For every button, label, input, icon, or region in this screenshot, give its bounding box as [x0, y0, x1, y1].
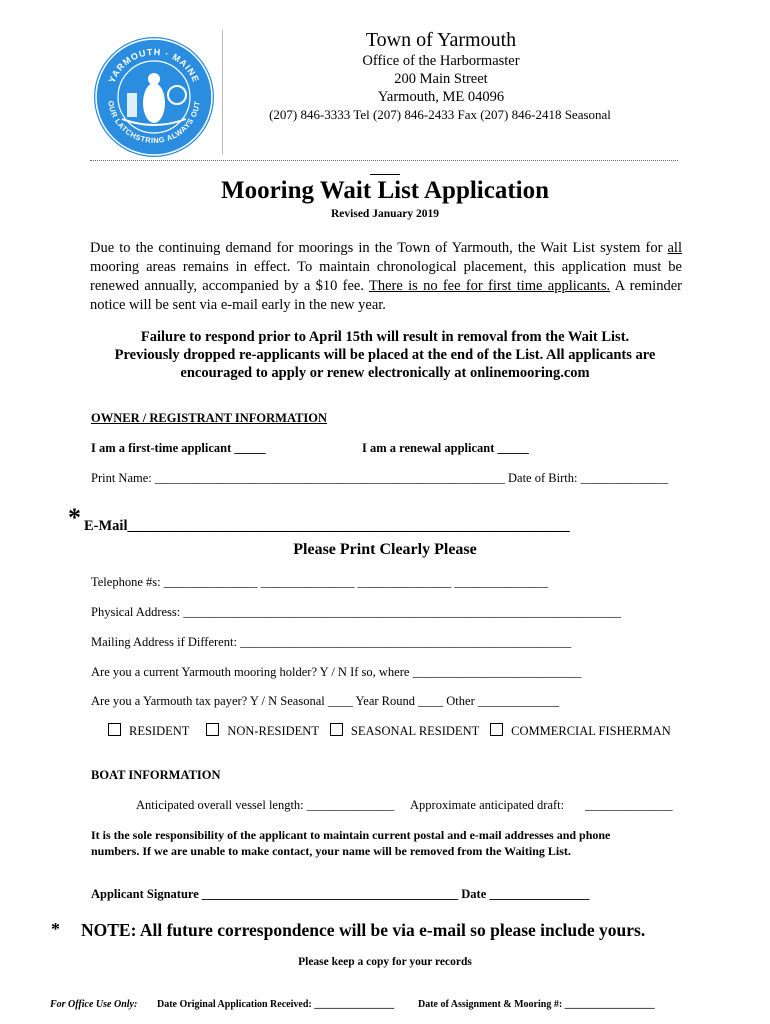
note-asterisk: * [51, 919, 60, 939]
email-asterisk: * [68, 503, 81, 532]
responsibility-line-2: numbers. If we are unable to make contact, your name will be removed from the Waiting List. [91, 844, 571, 858]
resident-option[interactable]: RESIDENT [108, 724, 189, 738]
print-clearly-heading: Please Print Clearly Please [293, 541, 477, 558]
header-separator [90, 160, 678, 161]
draft-label: Approximate anticipated draft: [410, 798, 565, 812]
form-title: Mooring Wait List Application [220, 177, 550, 204]
resident-checkbox[interactable] [108, 723, 121, 736]
print-name-field[interactable]: Print Name: ________________________________________________________ Date of Birth: ______________ [91, 471, 669, 485]
svg-text:OUR LATCHSTRING ALWAYS OUT: OUR LATCHSTRING ALWAYS OUT [106, 100, 202, 146]
residency-options [108, 723, 671, 739]
header-town: Town of Yarmouth [365, 29, 517, 51]
intro-paragraph [90, 239, 682, 315]
tax-payer-field[interactable]: Are you a Yarmouth tax payer? Y / N Seasonal ____ Year Round ____ Other _____________ [91, 694, 560, 708]
office-use-label: For Office Use Only: [50, 999, 138, 1010]
office-received-field[interactable]: Date Original Application Received: ________________ [157, 999, 395, 1010]
intro-no-fee: There is no fee for first time applicants. [369, 278, 611, 294]
title-overline [370, 174, 400, 175]
header-office: Office of the Harbormaster [362, 53, 520, 69]
boat-heading: BOAT INFORMATION [91, 768, 221, 782]
intro-text-3: A reminder notice will be sent via e-mail early in the new year. [90, 278, 682, 313]
header-city: Yarmouth, ME 04096 [377, 89, 505, 105]
email-field[interactable]: E-Mail_____________________________________________________________ [84, 518, 570, 534]
non-resident-option[interactable]: NON-RESIDENT [206, 724, 318, 738]
owner-heading: OWNER / REGISTRANT INFORMATION [91, 411, 328, 425]
first-time-field[interactable]: I am a first-time applicant _____ [91, 441, 266, 455]
physical-address-field[interactable]: Physical Address: ______________________________________________________________________ [91, 605, 621, 619]
signature-field[interactable]: Applicant Signature _________________________________________ Date ________________ [91, 887, 590, 901]
responsibility-line-1: It is the sole responsibility of the applicant to maintain current postal and e-mail addresses and phone [91, 828, 611, 842]
note-text: NOTE: All future correspondence will be via e-mail so please include yours. [81, 920, 646, 940]
warning-line-3: encouraged to apply or renew electronically at onlinemooring.com [180, 365, 590, 381]
header-phones: (207) 846-3333 Tel (207) 846-2433 Fax (207) 846-2418 Seasonal [269, 107, 611, 122]
warning-line-1: Failure to respond prior to April 15th will result in removal from the Wait List. [140, 329, 630, 345]
revised-date: Revised January 2019 [331, 208, 439, 220]
town-seal [92, 35, 216, 159]
mooring-holder-field[interactable]: Are you a current Yarmouth mooring holder? Y / N If so, where ___________________________ [91, 665, 582, 679]
svg-text:YARMOUTH · MAINE: YARMOUTH · MAINE [106, 46, 202, 85]
intro-text-2: mooring areas remains in effect. To maintain chronological placement, this application must be renewed annually, accompanied by a $10 fee. [90, 259, 682, 294]
seasonal-resident-option[interactable]: SEASONAL RESIDENT [330, 724, 479, 738]
draft-field[interactable]: ______________ [585, 798, 673, 812]
non-resident-checkbox[interactable] [206, 723, 219, 736]
warning-line-2: Previously dropped re-applicants will be placed at the end of the List. All applicants are [114, 347, 656, 363]
renewal-field[interactable]: I am a renewal applicant _____ [362, 441, 529, 455]
mailing-address-field[interactable]: Mailing Address if Different: _____________________________________________________ [91, 635, 572, 649]
keep-copy: Please keep a copy for your records [298, 956, 472, 968]
seasonal-resident-checkbox[interactable] [330, 723, 343, 736]
telephone-field[interactable]: Telephone #s: _______________ _______________ _______________ _______________ [91, 575, 549, 589]
commercial-fisherman-option[interactable]: COMMERCIAL FISHERMAN [490, 724, 671, 738]
header-street: 200 Main Street [394, 71, 488, 87]
intro-all: all [667, 240, 682, 256]
intro-text-1: Due to the continuing demand for moorings in the Town of Yarmouth, the Wait List system for [90, 240, 668, 256]
header-vertical-rule [222, 30, 223, 155]
vessel-length-field[interactable]: Anticipated overall vessel length: ______________ [136, 798, 395, 812]
commercial-fisherman-checkbox[interactable] [490, 723, 503, 736]
office-assignment-field[interactable]: Date of Assignment & Mooring #: __________________ [418, 999, 655, 1010]
